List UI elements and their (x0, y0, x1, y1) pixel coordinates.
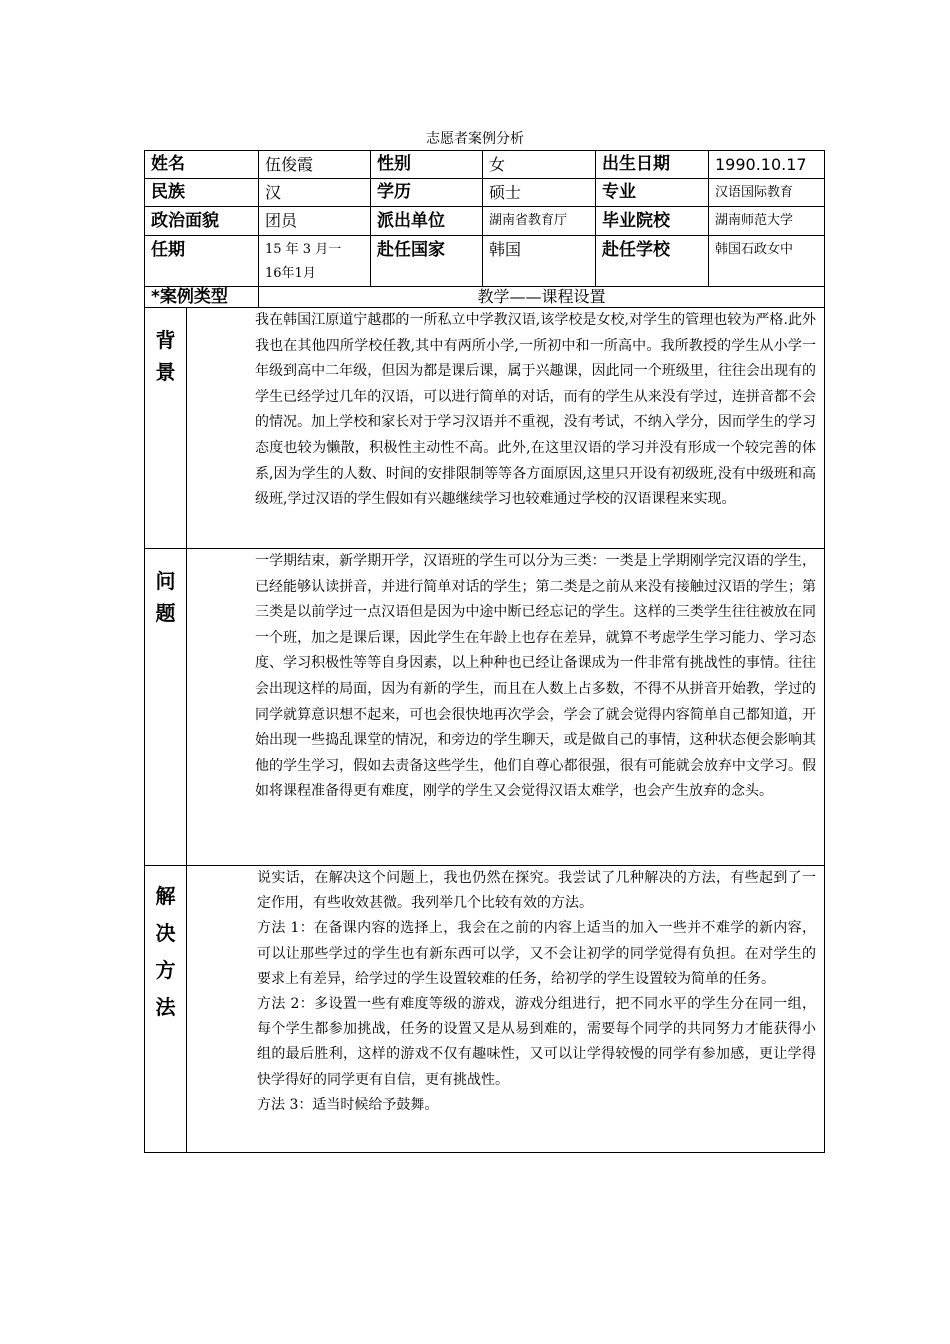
solution-method-1: 方法 1：在备课内容的选择上，我会在之前的内容上适当的加入一些并不难学的新内容，可以让那些学过的学生也有新东西可以学，又不会让初学的同学觉得有负担。在对学生的要求上有差异，给学过的学生设置较难的任务，给初学的学生设置较为简单的任务。 (257, 920, 816, 987)
section-problem (145, 549, 825, 866)
education-label: 学历 (371, 179, 483, 207)
solution-method-2: 方法 2：多设置一些有难度等级的游戏，游戏分组进行，把不同水平的学生分在同一组，每个学生都参加挑战，任务的设置又是从易到难的，需要每个同学的共同努力才能获得小组的最后胜利，这样的游戏不仅有趣味性，又可以让学得较慢的同学有参加感，更让学得快学得好的同学更有自信，更有挑战性。 (257, 996, 816, 1088)
major-value: 汉语国际教育 (709, 179, 825, 207)
solution-label (145, 866, 187, 1153)
case-type-value: 教学——课程设置 (259, 287, 825, 308)
gender-label: 性别 (371, 151, 483, 179)
row-ethnicity (145, 179, 825, 207)
case-analysis-table (144, 150, 825, 1153)
solution-label-char: 解 (155, 884, 176, 908)
major-label: 专业 (596, 179, 709, 207)
background-text (187, 308, 825, 549)
post-school-label: 赴任学校 (596, 236, 709, 287)
dispatch-label: 派出单位 (371, 207, 483, 236)
ethnicity-value: 汉 (259, 179, 371, 207)
solution-label-char: 方 (155, 958, 176, 982)
term-line-2: 16年1月 (265, 266, 316, 281)
political-label: 政治面貌 (145, 207, 259, 236)
education-value: 硕士 (483, 179, 596, 207)
background-paragraph: 我在韩国江原道宁越郡的一所私立中学教汉语,该学校是女校,对学生的管理也较为严格.此外我也在其他四所学校任教,其中有两所小学,一所初中和一所高中。我所教授的学生从小学一年级到高中二年级，但因为都是课后课，属于兴趣课，因此同一个班级里，往往会出现有的学生已经学过几年的汉语，可以进行简单的对话，而有的学生从来没有学过，连拼音都不会的情况。加上学校和家长对于学习汉语并不重视，没有考试，不纳入学分，因而学生的学习态度也较为懒散，积极性主动性不高。此外,在这里汉语的学习并没有形成一个较完善的体系,因为学生的人数、时间的安排限制等等各方面原因,这里只开设有初级班,没有中级班和高级班,学过汉语的学生假如有兴趣继续学习也较难通过学校的汉语课程来实现。 (255, 312, 816, 508)
row-term (145, 236, 825, 287)
school-value: 湖南师范大学 (709, 207, 825, 236)
row-political (145, 207, 825, 236)
problem-text (187, 549, 825, 866)
name-value: 伍俊霞 (259, 151, 371, 179)
problem-paragraph: 一学期结束，新学期开学，汉语班的学生可以分为三类：一类是上学期刚学完汉语的学生，已经能够认读拼音，并进行简单对话的学生；第二类是之前从来没有接触过汉语的学生；第三类是以前学过一点汉语但是因为中途中断已经忘记的学生。这样的三类学生往往被放在同一个班，加之是课后课，因此学生在年龄上也存在差异，就算不考虑学生学习能力、学习态度、学习积极性等等自身因素，以上种种也已经让备课成为一件非常有挑战性的事情。往往会出现这样的局面，因为有新的学生，而且在人数上占多数，不得不从拼音开始教，学过的同学就算意识想不起来，可也会很快地再次学会，学会了就会觉得内容简单自己都知道，开始出现一些捣乱课堂的情况，和旁边的学生聊天，或是做自己的事情，这种状态便会影响其他的学生学习，假如去责备这些学生，他们自尊心都很强，很有可能就会放弃中文学习。假如将课程准备得更有难度，刚学的学生又会觉得汉语太难学，也会产生放弃的念头。 (255, 553, 816, 800)
term-value (259, 236, 371, 287)
political-value: 团员 (259, 207, 371, 236)
country-label: 赴任国家 (371, 236, 483, 287)
solution-label-char: 决 (155, 921, 176, 945)
solution-method-3: 方法 3：适当时候给予鼓舞。 (257, 1096, 439, 1113)
school-label: 毕业院校 (596, 207, 709, 236)
background-label-char: 背 (155, 328, 176, 352)
case-type-label: *案例类型 (145, 287, 259, 308)
background-label-char: 景 (155, 360, 176, 384)
problem-label-char: 问 (155, 569, 176, 593)
section-background (145, 308, 825, 549)
document-title: 志愿者案例分析 (426, 131, 524, 147)
section-solution (145, 866, 825, 1153)
solution-text (187, 866, 825, 1153)
name-label: 姓名 (145, 151, 259, 179)
background-label (145, 308, 187, 549)
birth-value: 1990.10.17 (709, 151, 825, 179)
term-line-1: 15 年 3 月一 (265, 242, 342, 257)
post-school-value: 韩国石政女中 (709, 236, 825, 287)
problem-label-char: 题 (155, 601, 176, 625)
solution-intro: 说实话，在解决这个问题上，我也仍然在探究。我尝试了几种解决的方法，有些起到了一定作用，有些收效甚微。我列举几个比较有效的方法。 (257, 870, 816, 912)
problem-label (145, 549, 187, 866)
row-case-type (145, 287, 825, 308)
solution-label-char: 法 (155, 995, 176, 1019)
dispatch-value: 湖南省教育厅 (483, 207, 596, 236)
country-value: 韩国 (483, 236, 596, 287)
ethnicity-label: 民族 (145, 179, 259, 207)
term-label: 任期 (145, 236, 259, 287)
row-name (145, 151, 825, 179)
gender-value: 女 (483, 151, 596, 179)
birth-label: 出生日期 (596, 151, 709, 179)
